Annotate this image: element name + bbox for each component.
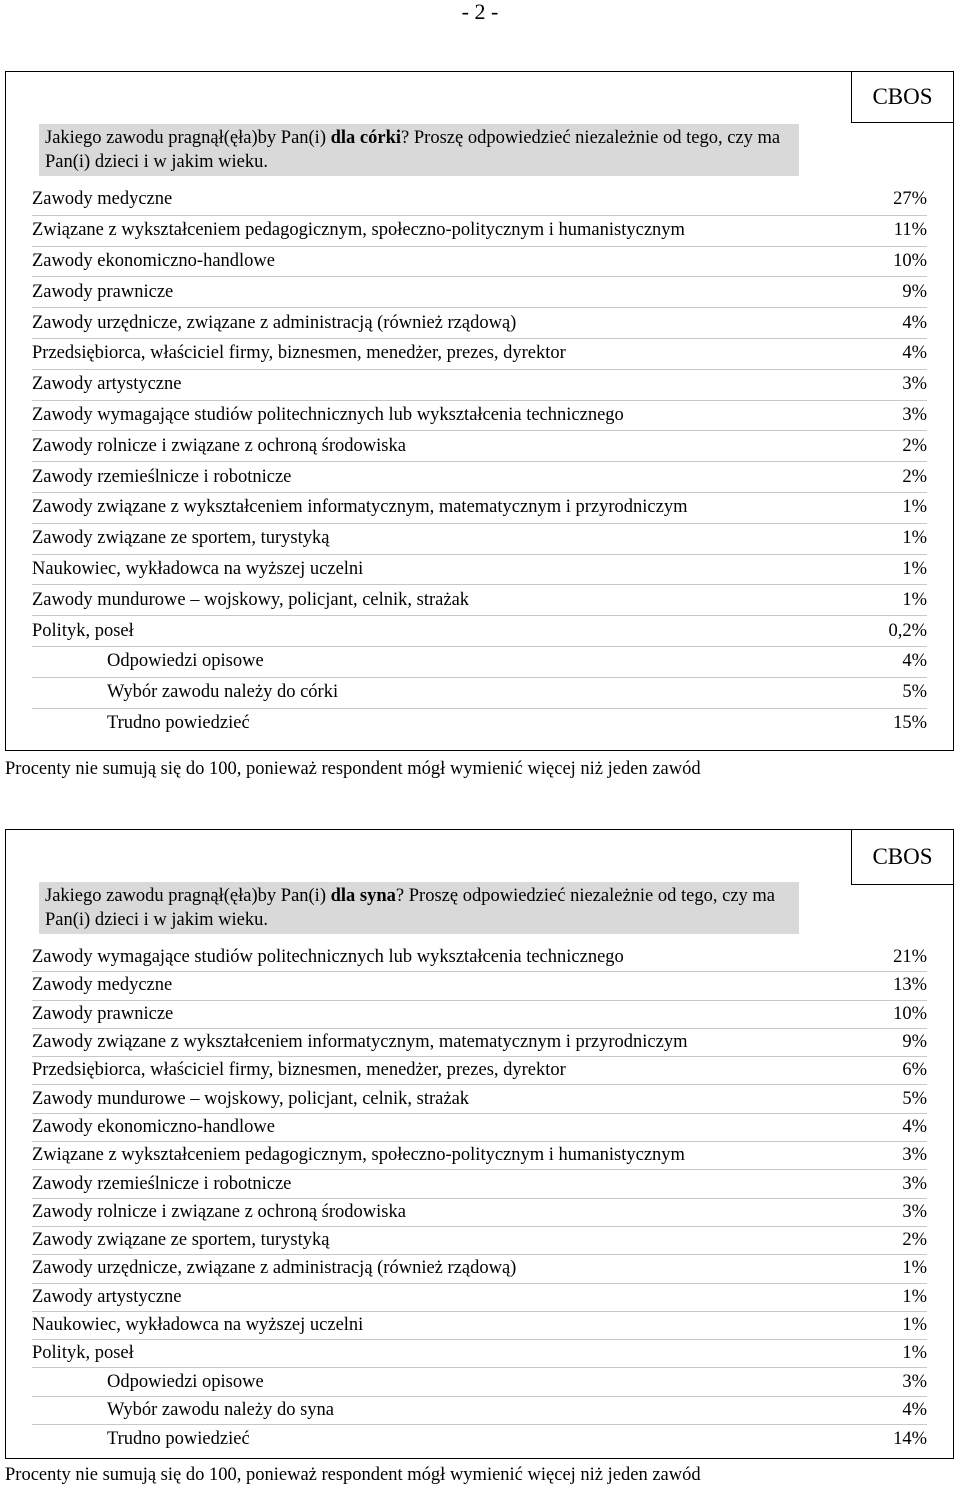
table-row xyxy=(32,1227,927,1255)
table-row xyxy=(32,555,927,586)
table-row xyxy=(32,462,927,493)
row-value: 27% xyxy=(893,189,927,210)
row-label: Zawody artystyczne xyxy=(32,1286,182,1307)
row-label: Związane z wykształceniem pedagogicznym, społeczno-politycznym i humanistycznym xyxy=(32,220,685,241)
table-row xyxy=(32,1057,927,1085)
row-value: 4% xyxy=(902,1116,927,1137)
table-row xyxy=(32,585,927,616)
source-label: CBOS xyxy=(851,71,954,123)
row-label: Zawody wymagające studiów politechnicznych lub wykształcenia technicznego xyxy=(32,947,624,968)
table-row xyxy=(32,1142,927,1170)
row-label: Wybór zawodu należy do syna xyxy=(107,1399,334,1420)
row-value: 4% xyxy=(902,1399,927,1420)
row-label: Wybór zawodu należy do córki xyxy=(107,682,339,703)
row-label: Zawody rolnicze i związane z ochroną środowiska xyxy=(32,1201,406,1222)
table-row xyxy=(32,647,927,678)
row-label: Trudno powiedzieć xyxy=(107,1428,250,1449)
son-profession-table xyxy=(5,829,954,1459)
row-label: Przedsiębiorca, właściciel firmy, biznesmen, menedżer, prezes, dyrektor xyxy=(32,1060,566,1081)
table-row xyxy=(32,709,927,740)
row-value: 21% xyxy=(893,947,927,968)
question-target: dla syna xyxy=(330,886,396,906)
table-row xyxy=(32,1199,927,1227)
table-row xyxy=(32,1170,927,1198)
row-value: 9% xyxy=(902,281,927,302)
table-row xyxy=(32,1029,927,1057)
table-row xyxy=(32,616,927,647)
table-row xyxy=(32,277,927,308)
table-row xyxy=(32,524,927,555)
row-value: 1% xyxy=(902,497,927,518)
row-label: Zawody związane z wykształceniem informatycznym, matematycznym i przyrodniczym xyxy=(32,497,688,518)
question-text-end: ? Proszę odpowiedzieć niezależnie od tego, czy ma Pan(i) dzieci i w jakim wieku. xyxy=(45,886,776,930)
row-value: 3% xyxy=(902,1173,927,1194)
table-row xyxy=(32,1397,927,1425)
row-value: 5% xyxy=(902,1088,927,1109)
table-row xyxy=(32,678,927,709)
row-value: 2% xyxy=(902,1230,927,1251)
row-label: Odpowiedzi opisowe xyxy=(107,651,264,672)
table-row xyxy=(32,216,927,247)
table-row xyxy=(32,944,927,972)
row-label: Zawody związane z wykształceniem informatycznym, matematycznym i przyrodniczym xyxy=(32,1032,688,1053)
row-value: 9% xyxy=(902,1032,927,1053)
table-row xyxy=(32,1001,927,1029)
table-row xyxy=(32,1284,927,1312)
table-row xyxy=(32,339,927,370)
question-target: dla córki xyxy=(330,128,402,148)
row-label: Zawody prawnicze xyxy=(32,1003,174,1024)
row-label: Naukowiec, wykładowca na wyższej uczelni xyxy=(32,558,364,579)
row-value: 3% xyxy=(902,374,927,395)
table-row xyxy=(32,493,927,524)
row-label: Zawody medyczne xyxy=(32,189,173,210)
row-label: Polityk, poseł xyxy=(32,620,134,641)
row-label: Zawody mundurowe – wojskowy, policjant, celnik, strażak xyxy=(32,1088,470,1109)
row-value: 1% xyxy=(902,589,927,610)
row-label: Naukowiec, wykładowca na wyższej uczelni xyxy=(32,1315,364,1335)
row-label: Zawody artystyczne xyxy=(32,374,182,395)
question-box xyxy=(39,124,799,176)
row-value: 1% xyxy=(902,1258,927,1279)
row-value: 6% xyxy=(902,1060,927,1081)
row-label: Zawody ekonomiczno-handlowe xyxy=(32,1116,275,1137)
row-value: 1% xyxy=(902,558,927,579)
question-text-start: Jakiego zawodu pragnął(ęła)by Pan(i) xyxy=(45,128,331,148)
row-value: 1% xyxy=(902,528,927,549)
table-row xyxy=(32,1255,927,1283)
row-label: Zawody związane ze sportem, turystyką xyxy=(32,1230,330,1251)
row-value: 1% xyxy=(902,1286,927,1307)
table-row xyxy=(32,185,927,216)
row-value: 1% xyxy=(902,1315,927,1335)
row-value: 4% xyxy=(902,312,927,333)
row-label: Przedsiębiorca, właściciel firmy, biznesmen, menedżer, prezes, dyrektor xyxy=(32,343,566,364)
table-row xyxy=(32,1340,927,1368)
table-row xyxy=(32,247,927,278)
row-value: 2% xyxy=(902,466,927,487)
table-row xyxy=(32,1312,927,1340)
row-value: 3% xyxy=(902,404,927,425)
page-number: - 2 - xyxy=(461,0,499,24)
row-label: Zawody rzemieślnicze i robotnicze xyxy=(32,466,292,487)
question-box xyxy=(39,882,799,934)
row-value: 5% xyxy=(902,682,927,703)
row-label: Zawody mundurowe – wojskowy, policjant, celnik, strażak xyxy=(32,589,470,610)
row-label: Zawody wymagające studiów politechnicznych lub wykształcenia technicznego xyxy=(32,404,624,425)
footnote: Procenty nie sumują się do 100, ponieważ respondent mógł wymienić więcej niż jeden zawód xyxy=(5,759,701,779)
table-row xyxy=(32,1425,927,1453)
row-value: 15% xyxy=(893,713,927,734)
row-value: 10% xyxy=(893,250,927,271)
answer-rows xyxy=(32,185,927,739)
row-value: 3% xyxy=(902,1145,927,1166)
row-label: Zawody rzemieślnicze i robotnicze xyxy=(32,1173,292,1194)
row-value: 4% xyxy=(902,651,927,672)
row-label: Zawody związane ze sportem, turystyką xyxy=(32,528,330,549)
row-value: 14% xyxy=(893,1428,927,1449)
row-label: Odpowiedzi opisowe xyxy=(107,1371,264,1392)
table-row xyxy=(32,431,927,462)
footnote: Procenty nie sumują się do 100, ponieważ respondent mógł wymienić więcej niż jeden zawód xyxy=(5,1465,701,1485)
row-label: Trudno powiedzieć xyxy=(107,713,250,734)
row-value: 1% xyxy=(902,1343,927,1364)
row-value: 10% xyxy=(893,1003,927,1024)
table-row xyxy=(32,1368,927,1396)
row-label: Zawody ekonomiczno-handlowe xyxy=(32,250,275,271)
answer-rows xyxy=(32,944,927,1453)
table-row xyxy=(32,308,927,339)
table-row xyxy=(32,1114,927,1142)
row-label: Związane z wykształceniem pedagogicznym, społeczno-politycznym i humanistycznym xyxy=(32,1145,685,1166)
row-value: 3% xyxy=(902,1371,927,1392)
row-label: Zawody medyczne xyxy=(32,975,173,996)
row-value: 4% xyxy=(902,343,927,364)
table-row xyxy=(32,370,927,401)
row-label: Polityk, poseł xyxy=(32,1343,134,1364)
row-value: 13% xyxy=(893,975,927,996)
row-value: 11% xyxy=(893,220,927,241)
row-value: 3% xyxy=(902,1201,927,1222)
row-label: Zawody urzędnicze, związane z administracją (również rządową) xyxy=(32,1258,517,1279)
row-value: 0,2% xyxy=(888,620,927,641)
row-label: Zawody rolnicze i związane z ochroną środowiska xyxy=(32,435,406,456)
daughter-profession-table xyxy=(5,71,954,751)
row-label: Zawody prawnicze xyxy=(32,281,174,302)
question-text-start: Jakiego zawodu pragnął(ęła)by Pan(i) xyxy=(45,886,331,906)
row-label: Zawody urzędnicze, związane z administracją (również rządową) xyxy=(32,312,517,333)
source-label: CBOS xyxy=(851,829,954,885)
question-text-end: ? Proszę odpowiedzieć niezależnie od tego, czy ma Pan(i) dzieci i w jakim wieku. xyxy=(45,128,781,172)
table-row xyxy=(32,1085,927,1113)
row-value: 2% xyxy=(902,435,927,456)
table-row xyxy=(32,972,927,1000)
table-row xyxy=(32,401,927,432)
